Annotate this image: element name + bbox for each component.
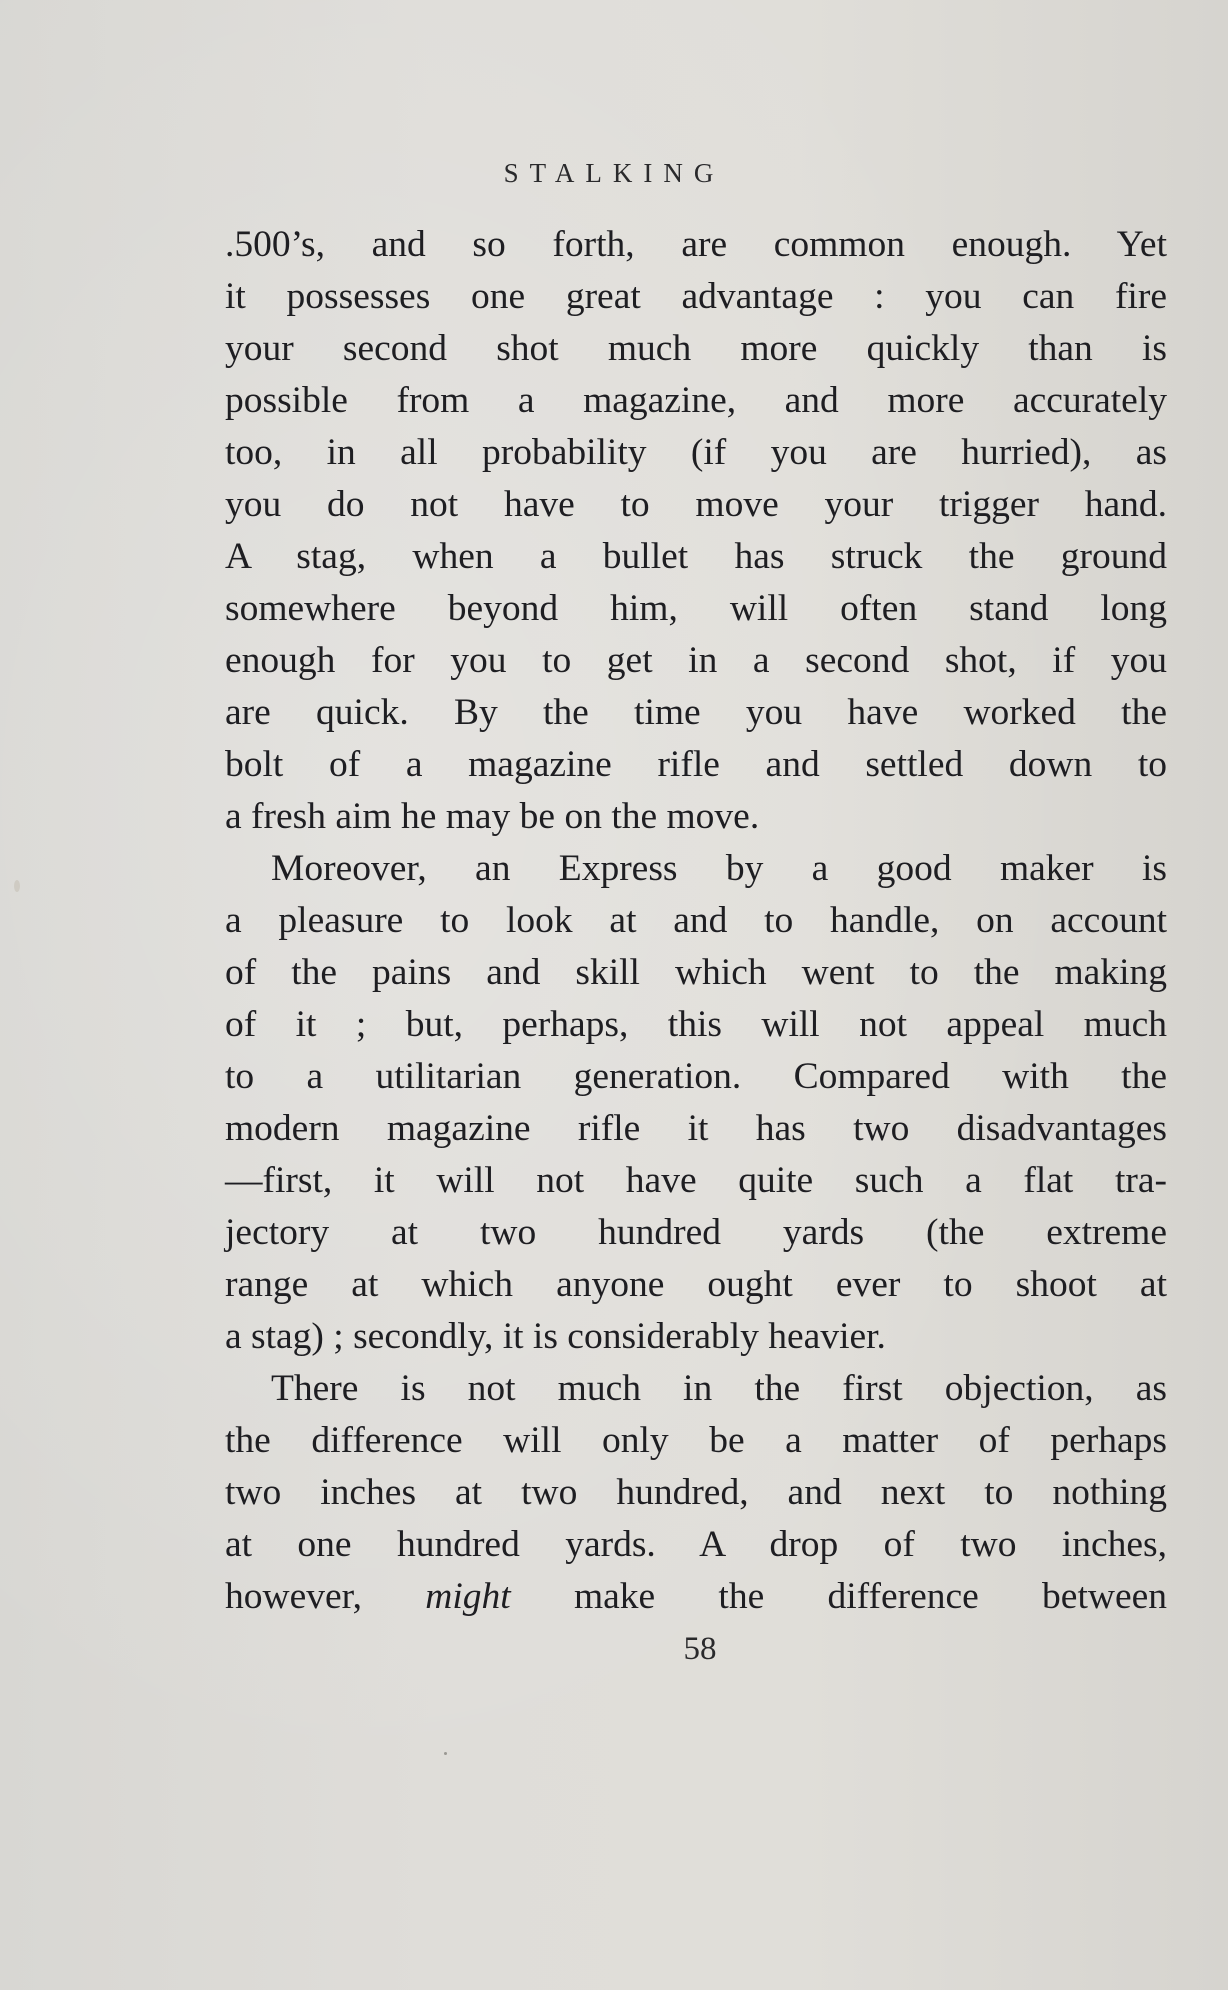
text-line: a pleasure to look at and to handle, on account bbox=[225, 900, 1167, 941]
text-line: Moreover, an Express by a good maker is bbox=[271, 848, 1167, 889]
text-line: somewhere beyond him, will often stand long bbox=[225, 588, 1167, 629]
text-line: of the pains and skill which went to the making bbox=[225, 952, 1167, 993]
text-line: too, in all probability (if you are hurried), as bbox=[225, 432, 1167, 473]
text-line: a stag) ; secondly, it is considerably heavier. bbox=[225, 1316, 886, 1357]
text-line: modern magazine rifle it has two disadvantages bbox=[225, 1108, 1167, 1149]
text-line: —first, it will not have quite such a flat tra- bbox=[225, 1160, 1167, 1201]
text-line: of it ; but, perhaps, this will not appeal much bbox=[225, 1004, 1167, 1045]
text-segment: make the difference between bbox=[510, 1576, 1167, 1617]
text-line: are quick. By the time you have worked the bbox=[225, 692, 1167, 733]
text-line: it possesses one great advantage : you can fire bbox=[225, 276, 1167, 317]
text-line: your second shot much more quickly than is bbox=[225, 328, 1167, 369]
text-segment: however, bbox=[225, 1576, 426, 1617]
text-line: possible from a magazine, and more accurately bbox=[225, 380, 1167, 421]
text-line: at one hundred yards. A drop of two inches, bbox=[225, 1524, 1167, 1565]
page-number: 58 bbox=[683, 1631, 717, 1667]
text-line: A stag, when a bullet has struck the ground bbox=[225, 536, 1167, 577]
text-line: the difference will only be a matter of perhaps bbox=[225, 1420, 1167, 1461]
text-line: jectory at two hundred yards (the extreme bbox=[225, 1212, 1167, 1253]
text-line: range at which anyone ought ever to shoot at bbox=[225, 1264, 1167, 1305]
text-line: bolt of a magazine rifle and settled down to bbox=[225, 744, 1167, 785]
running-head: STALKING bbox=[503, 158, 725, 188]
paper-speck bbox=[14, 880, 20, 892]
text-line: enough for you to get in a second shot, if you bbox=[225, 640, 1167, 681]
body-text bbox=[225, 219, 1167, 1623]
text-line: to a utilitarian generation. Compared with the bbox=[225, 1056, 1167, 1097]
text-line: you do not have to move your trigger hand. bbox=[225, 484, 1167, 525]
text-line: two inches at two hundred, and next to nothing bbox=[225, 1472, 1167, 1513]
text-line bbox=[225, 1571, 1167, 1623]
text-line: .500’s, and so forth, are common enough. Yet bbox=[225, 224, 1167, 265]
text-line: a fresh aim he may be on the move. bbox=[225, 796, 760, 837]
italic-word: might bbox=[425, 1576, 511, 1617]
paper-speck bbox=[444, 1752, 447, 1755]
text-line: There is not much in the first objection, as bbox=[271, 1368, 1167, 1409]
